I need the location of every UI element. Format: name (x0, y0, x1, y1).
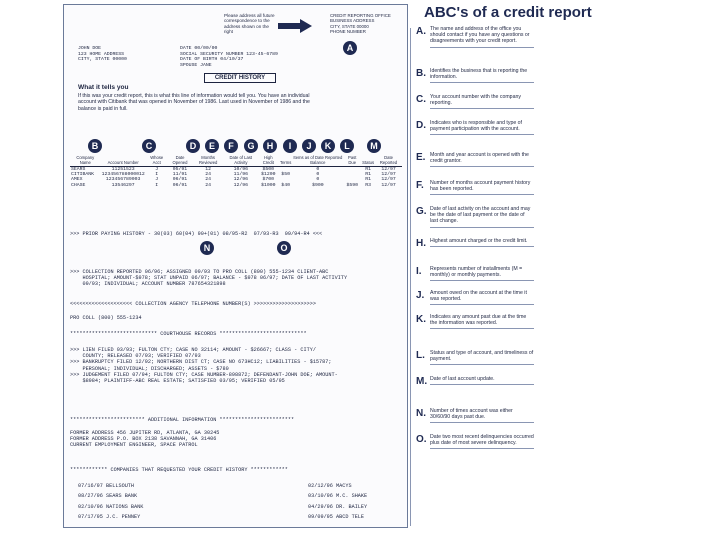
legend-item (416, 152, 536, 174)
agency-line: BUSINESS ADDRESS (330, 18, 375, 24)
table-cell: 123456789003 (105, 177, 141, 183)
legend-item (416, 408, 536, 430)
table-cell: CHASE (71, 182, 86, 188)
table-cell: 06/91 (172, 182, 188, 188)
inquiry: 02/12/96 MACYS (308, 483, 352, 489)
column-circle-i: I (283, 139, 297, 153)
table-cell: 24 (205, 177, 212, 183)
legend-item (416, 314, 536, 346)
consumer-line: 123 HOME ADDRESS (78, 51, 125, 57)
table-cell: 12/97 (381, 166, 396, 172)
table-cell: I (155, 172, 159, 177)
inquiry: 03/10/96 M.C. SHAKE (308, 493, 368, 500)
col-past-due: Past Due (343, 156, 361, 166)
table-cell: 12/97 (381, 172, 396, 177)
column-circle-c: C (142, 139, 156, 153)
inquiry-row (78, 491, 398, 501)
col-account: Account Number (101, 156, 146, 166)
legend-letter: H. (416, 238, 426, 249)
callout-circle-a: A (343, 41, 357, 55)
table-cell: $1200 (261, 172, 276, 177)
legend-letter: K. (416, 314, 426, 325)
legend-item (416, 290, 536, 310)
table-cell: R3 (365, 182, 371, 188)
collection-phones-heading: <<<<<<<<<<<<<<<<<<<< COLLECTION AGENCY TELEPHONE NUMBER(S) >>>>>>>>>>>>>>>>>>>> (70, 301, 316, 307)
column-circle-b: B (88, 139, 102, 153)
table-cell: 12/96 (233, 182, 249, 188)
inquiry: 08/27/96 SEARS BANK (78, 493, 138, 500)
report-title: CREDIT HISTORY (204, 73, 276, 83)
column-circle-k: K (321, 139, 335, 153)
col-last-activity: Date of Last Activity (224, 156, 258, 166)
column-circle-d: D (186, 139, 200, 153)
table-cell: 12/97 (381, 177, 396, 183)
col-opened: Date Opened (168, 156, 193, 166)
legend-item (416, 238, 536, 260)
legend-item (416, 434, 536, 464)
credit-report-sample (63, 4, 408, 528)
table-cell: $700 (262, 177, 275, 183)
legend-item (416, 180, 536, 202)
consumer-line: JOHN DOE (78, 46, 102, 51)
inquiry: 09/09/95 ABCD TELE (308, 514, 365, 521)
legend-letter: B. (416, 68, 426, 79)
table-cell: J (155, 177, 159, 183)
history-circle-o: O (277, 241, 291, 255)
table-cell: 24 (205, 182, 212, 188)
legend-item (416, 26, 536, 62)
table-row (70, 183, 402, 188)
column-circle-m: M (367, 139, 381, 153)
table-cell: 13546297 (111, 182, 135, 188)
legend-item (416, 206, 536, 236)
inquiry-row (78, 512, 398, 522)
column-circle-g: G (244, 139, 258, 153)
detail-line: SOCIAL SECURITY NUMBER 123-45-6789 (180, 51, 278, 57)
legend-text: Your account number with the company reporting. (430, 94, 534, 109)
legend-item (416, 120, 536, 146)
table-cell: $500 (262, 166, 275, 172)
legend-text: Represents number of installments (M = monthly) or monthly payments. (430, 266, 534, 281)
table-cell: SEARS (71, 166, 86, 172)
table-cell: $50 (281, 172, 290, 177)
consumer-line: CITY, STATE 00000 (78, 57, 127, 63)
legend-text: Identifies the business that is reporting the information. (430, 68, 534, 83)
inquiry: 07/17/95 J.C. PENNEY (78, 514, 141, 521)
legend-text: Date of last activity on the account and may be the date of last payment or the date of last change. (430, 206, 534, 228)
legend-item (416, 266, 536, 286)
pro-coll-phone: PRO COLL (800) 555-1234 (70, 315, 142, 321)
legend-letter: O. (416, 434, 427, 445)
additional-info: FORMER ADDRESS 456 JUPITER RD, ATLANTA, GA 30245 FORMER ADDRESS P.O. BOX 2138 SAVANNAH, GA 31406 CURRENT EMPLOYMENT ENGINEER, SPACE PATROL (70, 430, 220, 449)
col-balance-label: Balance (310, 159, 326, 165)
table-cell: 12 (205, 166, 212, 172)
group-header: Items as of Date Reported (293, 155, 343, 160)
table-cell: 0 (316, 177, 320, 183)
table-cell: I (155, 182, 159, 188)
table-cell: 05/91 (172, 166, 188, 172)
inquiries-list (78, 481, 398, 523)
col-status: Status (361, 156, 375, 166)
col-reported: Date Reported (375, 156, 402, 166)
col-months: Months Reviewed (192, 156, 224, 166)
legend-text: Number of months account payment history has been reported. (430, 180, 534, 195)
legend-item (416, 68, 536, 88)
consumer-address (78, 46, 127, 63)
courthouse-heading: **************************** COURTHOUSE RECORDS **************************** (70, 331, 307, 337)
inquiry: 07/16/97 BELLSOUTH (78, 483, 135, 489)
table-cell: 11251523 (111, 166, 135, 172)
table-cell: 12/96 (233, 177, 249, 183)
table-cell: $900 (312, 182, 324, 188)
legend-item (416, 376, 536, 396)
detail-line: DATE 00/00/00 (180, 46, 218, 51)
detail-line: SPOUSE JANE (180, 62, 212, 68)
legend-letter: E. (416, 152, 426, 163)
inquiry: 02/10/96 NATIONS BANK (78, 503, 144, 510)
legend-letter: A. (416, 26, 426, 37)
column-circle-h: H (263, 139, 277, 153)
table-cell: $1000 (261, 182, 276, 188)
table-cell: 10/96 (233, 166, 249, 172)
table-cell: $590 (346, 182, 358, 188)
prior-paying-history: >>> PRIOR PAYING HISTORY - 30(03) 60(04) 90+(01) 08/95-R2 07/93-R3 09/94-R4 <<< (70, 231, 323, 237)
table-cell: 24 (205, 172, 212, 177)
inquiry: 04/29/96 DR. BAILEY (308, 503, 368, 510)
courthouse-records: >>> LIEN FILED 03/93; FULTON CTY; CASE NO 32114; AMOUNT - $26667; CLASS - CITY/ COUNTY; RELEASED 07/93; VERIFIED 07/93 >>> BANKRUPTCY FILED 12/92; NORTHERN DIST CT; CASE NO 673HC12; LIABILITIES - $15787; PERSONAL; INDIVIDUAL; DISCHARGED; ASSETS - $780 >>> JUDGEMENT FILED 07/94; FULTON CTY; CASE NUMBER-898872; DEFENDANT-JOHN DOE; AMOUNT- $8984; PLAINTIFF-ABC REAL ESTATE; SATISFIED 03/95; VERIFIED 05/95 (70, 347, 338, 385)
col-whose: Whose Acct (146, 156, 168, 166)
agency-address (330, 13, 400, 35)
table-cell: $40 (281, 182, 290, 188)
table-cell: 12/97 (381, 182, 396, 188)
table-cell: J (155, 166, 159, 172)
arrow-right-icon (278, 19, 312, 33)
table-cell: 123456788000012 (101, 172, 145, 177)
column-circle-f: F (224, 139, 238, 153)
col-terms: Terms (279, 156, 292, 166)
consumer-details (180, 46, 278, 68)
collection-record: >>> COLLECTION REPORTED 06/96; ASSIGNED 09/93 TO PRO COLL (800) 555-1234 CLIENT-ABC HOSPITAL; AMOUNT-$978; STAT UNPAID 06/97; BALANCE - $978 06/97; DATE OF LAST ACTIVITY 09/93; INDIVIDUAL; ACCOUNT NUMBER 787654321898 (70, 269, 348, 288)
table-cell: 0 (316, 166, 320, 172)
callout-note: Please address all future correspondence to the address shown on the right (224, 13, 275, 35)
table-cell: 06/91 (172, 177, 188, 183)
agency-line: CITY, STATE 00000 (330, 23, 369, 29)
legend-text: Amount owed on the account at the time it was reported. (430, 290, 534, 305)
inquiries-heading: ************ COMPANIES THAT REQUESTED YOUR CREDIT HISTORY ************ (70, 467, 288, 473)
table-cell: CITIBANK (71, 172, 95, 177)
legend-text: Number of times account was either 30/60/90 days past due. (430, 408, 534, 423)
legend-text: The name and address of the office you should contact if you have any questions or disagreements with your credit report. (430, 26, 534, 48)
legend-item (416, 350, 536, 372)
col-company: Company Name (70, 156, 101, 166)
legend-letter: J. (416, 290, 425, 301)
legend-item (416, 94, 536, 114)
table-cell: R1 (365, 177, 371, 183)
legend-text: Highest amount charged or the credit limit. (430, 238, 534, 247)
legend-letter: N. (416, 408, 426, 419)
col-high-credit: High Credit (258, 156, 279, 166)
inquiry-row (78, 481, 398, 491)
legend-letter: F. (416, 180, 424, 191)
column-circle-e: E (205, 139, 219, 153)
legend-letter: C. (416, 94, 426, 105)
column-circle-l: L (340, 139, 354, 153)
legend-letter: D. (416, 120, 426, 131)
legend-text: Indicates who is responsible and type of payment participation with the account. (430, 120, 534, 135)
legend-text: Indicates any amount past due at the time the information was reported. (430, 314, 534, 329)
table-cell: 11/91 (172, 172, 188, 177)
additional-heading: ************************ ADDITIONAL INFORMATION ************************ (70, 417, 295, 423)
legend-letter: L. (416, 350, 425, 361)
table-cell: R1 (365, 172, 371, 177)
agency-line: PHONE NUMBER (330, 29, 366, 35)
legend-letter: M. (416, 376, 428, 387)
legend-text: Date of last account update. (430, 376, 534, 385)
accounts-table (70, 156, 402, 188)
history-circle-n: N (200, 241, 214, 255)
table-cell: 0 (316, 172, 320, 177)
legend-text: Status and type of account, and timeliness of payment. (430, 350, 534, 365)
inquiry-row (78, 502, 398, 512)
intro-heading: What it tells you (78, 84, 129, 91)
col-balance (292, 156, 343, 166)
detail-line: DATE OF BIRTH 04/10/37 (180, 57, 244, 63)
agency-line: CREDIT REPORTING OFFICE (330, 13, 391, 18)
legend-title: ABC's of a credit report (424, 4, 592, 21)
column-circle-j: J (302, 139, 316, 153)
table-cell: R1 (365, 166, 371, 172)
legend-text: Month and year account is opened with the credit grantor. (430, 152, 534, 167)
intro-text: If this was your credit report, this is what this line of information would tell you. You have an individual account with Citibank that was opened in November of 1986. Last used in November of 1986 and the balance is paid in full. (78, 93, 310, 112)
legend-letter: I. (416, 266, 422, 277)
table-cell: AMEX (71, 177, 83, 183)
table-cell: 11/96 (233, 172, 249, 177)
legend-text: Date two most recent delinquencies occurred plus date of most severe delinquency. (430, 434, 534, 449)
legend-letter: G. (416, 206, 427, 217)
